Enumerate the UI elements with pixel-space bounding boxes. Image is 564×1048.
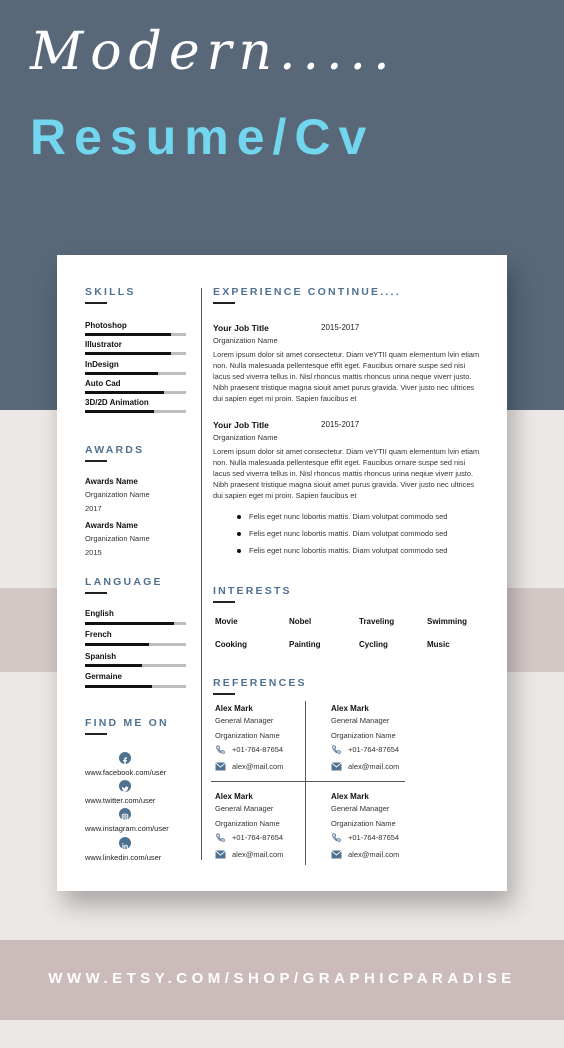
- reference-role: General Manager: [215, 716, 274, 725]
- language-bar: [85, 643, 186, 646]
- references-underline: [213, 693, 235, 695]
- language-bar-fill: [85, 643, 149, 646]
- job-date: 2015-2017: [321, 420, 360, 429]
- interest-item: Cooking: [215, 640, 247, 649]
- skill-bar: [85, 410, 186, 413]
- reference-role: General Manager: [215, 804, 274, 813]
- bullet-dot: [237, 515, 241, 519]
- email-icon: [331, 762, 342, 771]
- job-title: Your Job Title: [213, 323, 269, 333]
- interest-item: Nobel: [289, 617, 312, 626]
- award-year: 2017: [85, 504, 102, 513]
- twitter-icon[interactable]: [119, 780, 131, 792]
- skill-name: Auto Cad: [85, 379, 121, 388]
- language-title: LANGUAGE: [85, 576, 163, 588]
- skills-title: SKILLS: [85, 286, 136, 298]
- reference-phone: +01-764-87654: [232, 745, 284, 754]
- phone-icon: [215, 745, 226, 754]
- interests-underline: [213, 601, 235, 603]
- skill-bar-fill: [85, 391, 164, 394]
- reference-role: General Manager: [331, 716, 390, 725]
- column-divider: [201, 288, 202, 860]
- bullet-dot: [237, 532, 241, 536]
- job-description: Lorem ipsum dolor sit amet consectetur. Diam veYTII quam elementum lvin etiam non. Nulla malesuada pellentesque effit eget. Faucibus ornare suspe sed nisi lacus sed viverra tellus in. Nisl rhoncus mattis rhoncus urina neqiue viverr justo. Nibh praesent tristique magna siouit amet purus gravida. Viver justo nec ultrices dui sapien eget mi proin. Sapien faucibus et: [213, 447, 480, 500]
- experience-bullet: Felis eget nunc lobortis mattis. Diam volutpat commodo sed: [249, 529, 448, 538]
- skill-bar: [85, 372, 186, 375]
- reference-org: Organization Name: [331, 819, 396, 828]
- language-name: Spanish: [85, 652, 117, 661]
- interest-item: Music: [427, 640, 450, 649]
- reference-phone: +01-764-87654: [232, 833, 284, 842]
- skill-bar-fill: [85, 410, 154, 413]
- hero-title-modern: Modern.....: [30, 22, 397, 82]
- language-bar: [85, 622, 186, 625]
- twitter-url[interactable]: www.twitter.com/user: [85, 796, 156, 805]
- interest-item: Movie: [215, 617, 238, 626]
- experience-title: EXPERIENCE CONTINUE....: [213, 286, 401, 298]
- awards-underline: [85, 460, 107, 462]
- email-icon: [331, 850, 342, 859]
- email-icon: [215, 850, 226, 859]
- language-name: English: [85, 609, 114, 618]
- facebook-icon[interactable]: [119, 752, 131, 764]
- skill-bar-fill: [85, 372, 158, 375]
- references-grid-horizontal: [211, 781, 405, 782]
- interest-item: Traveling: [359, 617, 395, 626]
- resume-sheet: [57, 255, 507, 891]
- award-org: Organization Name: [85, 490, 150, 499]
- find-me-underline: [85, 733, 107, 735]
- award-name: Awards Name: [85, 477, 138, 486]
- interest-item: Cycling: [359, 640, 388, 649]
- reference-email: alex@mail.com: [348, 762, 400, 771]
- job-description: Lorem ipsum dolor sit amet consectetur. Diam veYTII quam elementum lvin etiam non. Nulla malesuada pellentesque effit eget. Faucibus ornare suspe sed nisi lacus sed viverra tellus in. Nisl rhoncus mattis rhoncus urina neque viverr justo. Nibh praesent tristique magna siouit amet purus gravida. Viver justo nec ultrices dui sapien eget mi proin. Sapien faucibus et: [213, 350, 480, 403]
- linkedin-url[interactable]: www.linkedin.com/user: [85, 853, 162, 862]
- language-bar-fill: [85, 685, 152, 688]
- find-me-title: FIND ME ON: [85, 717, 169, 729]
- reference-name: Alex Mark: [331, 704, 369, 713]
- award-name: Awards Name: [85, 521, 138, 530]
- language-bar-fill: [85, 622, 174, 625]
- skill-bar: [85, 352, 186, 355]
- interest-item: Swimming: [427, 617, 468, 626]
- award-year: 2015: [85, 548, 102, 557]
- reference-phone: +01-764-87654: [348, 833, 400, 842]
- reference-org: Organization Name: [215, 731, 280, 740]
- interest-item: Painting: [289, 640, 321, 649]
- instagram-url[interactable]: www.instagram.com/user: [85, 824, 169, 833]
- linkedin-icon[interactable]: [119, 837, 131, 849]
- award-org: Organization Name: [85, 534, 150, 543]
- reference-email: alex@mail.com: [232, 850, 284, 859]
- reference-org: Organization Name: [331, 731, 396, 740]
- skill-name: InDesign: [85, 360, 119, 369]
- reference-phone: +01-764-87654: [348, 745, 400, 754]
- skill-bar: [85, 333, 186, 336]
- skill-name: Illustrator: [85, 340, 122, 349]
- awards-title: AWARDS: [85, 444, 145, 456]
- job-organization: Organization Name: [213, 433, 278, 442]
- experience-bullet: Felis eget nunc lobortis mattis. Diam volutpat commodo sed: [249, 512, 448, 521]
- reference-name: Alex Mark: [215, 792, 253, 801]
- interests-title: INTERESTS: [213, 585, 292, 597]
- reference-name: Alex Mark: [215, 704, 253, 713]
- job-title: Your Job Title: [213, 420, 269, 430]
- reference-email: alex@mail.com: [232, 762, 284, 771]
- reference-org: Organization Name: [215, 819, 280, 828]
- skill-bar-fill: [85, 352, 171, 355]
- language-name: Germaine: [85, 672, 122, 681]
- experience-bullet: Felis eget nunc lobortis mattis. Diam volutpat commodo sed: [249, 546, 448, 555]
- footer-shop-url[interactable]: WWW.ETSY.COM/SHOP/GRAPHICPARADISE: [48, 970, 516, 987]
- phone-icon: [331, 745, 342, 754]
- language-underline: [85, 592, 107, 594]
- instagram-icon[interactable]: [119, 808, 131, 820]
- job-date: 2015-2017: [321, 323, 360, 332]
- phone-icon: [331, 833, 342, 842]
- email-icon: [215, 762, 226, 771]
- skill-bar-fill: [85, 333, 171, 336]
- phone-icon: [215, 833, 226, 842]
- language-name: French: [85, 630, 112, 639]
- language-bar: [85, 685, 186, 688]
- skill-name: Photoshop: [85, 321, 127, 330]
- skill-name: 3D/2D Animation: [85, 398, 149, 407]
- job-organization: Organization Name: [213, 336, 278, 345]
- skill-bar: [85, 391, 186, 394]
- reference-email: alex@mail.com: [348, 850, 400, 859]
- skills-underline: [85, 302, 107, 304]
- reference-role: General Manager: [331, 804, 390, 813]
- bullet-dot: [237, 549, 241, 553]
- facebook-url[interactable]: www.facebook.com/user: [85, 768, 167, 777]
- reference-name: Alex Mark: [331, 792, 369, 801]
- experience-underline: [213, 302, 235, 304]
- language-bar-fill: [85, 664, 142, 667]
- hero-title-resume-cv: Resume/Cv: [30, 109, 375, 165]
- references-title: REFERENCES: [213, 677, 307, 689]
- references-grid-vertical: [305, 701, 306, 865]
- language-bar: [85, 664, 186, 667]
